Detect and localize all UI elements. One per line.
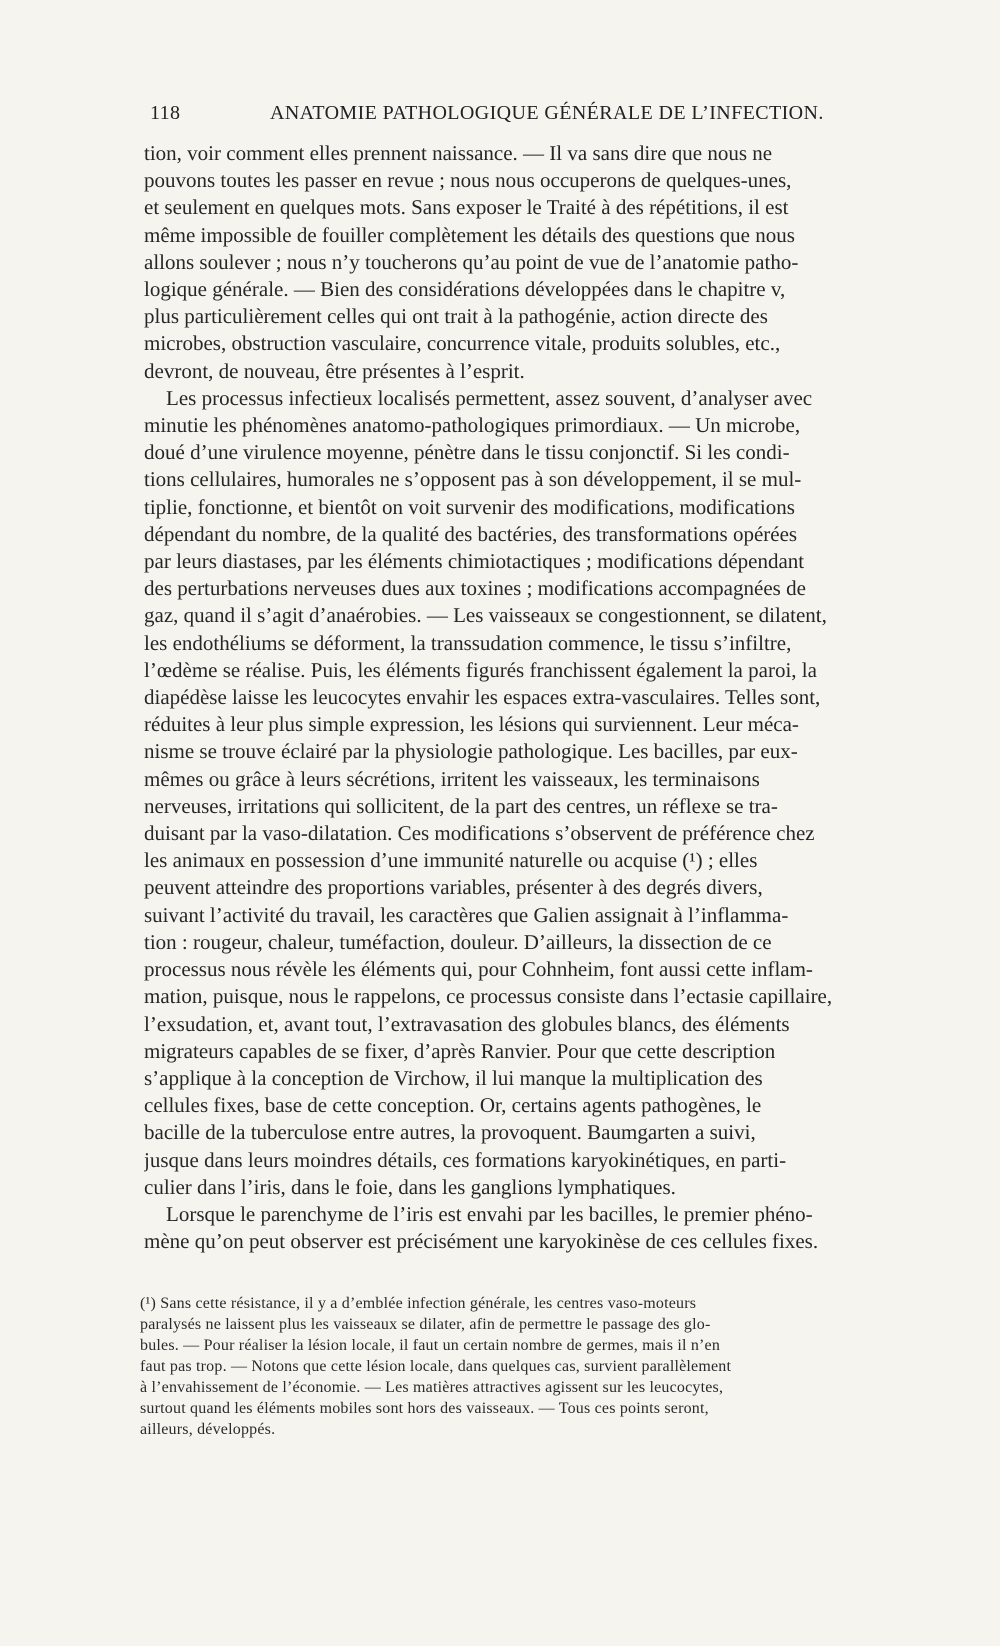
body-line: migrateurs capables de se fixer, d’après Ranvier. Pour que cette description xyxy=(144,1038,776,1063)
body-line: logique générale. — Bien des considérations développées dans le chapitre v, xyxy=(144,277,786,302)
body-line: Les processus infectieux localisés permettent, assez souvent, d’analyser avec xyxy=(166,385,813,410)
page-number: 118 xyxy=(150,102,181,124)
body-line: et seulement en quelques mots. Sans exposer le Traité à des répétitions, il est xyxy=(144,195,789,220)
body-line: même impossible de fouiller complètement les détails des questions que nous xyxy=(144,222,795,247)
footnote-line: surtout quand les éléments mobiles sont hors des vaisseaux. — Tous ces points seront, xyxy=(140,1400,709,1417)
body-line: microbes, obstruction vasculaire, concurrence vitale, produits solubles, etc., xyxy=(144,331,781,356)
body-line: mêmes ou grâce à leurs sécrétions, irritent les vaisseaux, les terminaisons xyxy=(144,766,760,791)
body-line: plus particulièrement celles qui ont trait à la pathogénie, action directe des xyxy=(144,304,768,329)
body-line: mène qu’on peut observer est précisément une karyokinèse de ces cellules fixes. xyxy=(144,1229,819,1254)
body-line: processus nous révèle les éléments qui, pour Cohnheim, font aussi cette inflam- xyxy=(144,957,813,982)
running-title: ANATOMIE PATHOLOGIQUE GÉNÉRALE DE L’INFECTION. xyxy=(270,102,824,124)
body-line: l’exsudation, et, avant tout, l’extravasation des globules blancs, des éléments xyxy=(144,1011,790,1036)
body-line: l’œdème se réalise. Puis, les éléments figurés franchissent également la paroi, la xyxy=(144,657,817,682)
footnotes xyxy=(140,1293,952,1440)
body-line: des perturbations nerveuses dues aux toxines ; modifications accompagnées de xyxy=(144,576,806,601)
body-line: duisant par la vaso-dilatation. Ces modifications s’observent de préférence chez xyxy=(144,821,815,846)
body-line: minutie les phénomènes anatomo-pathologiques primordiaux. — Un microbe, xyxy=(144,413,801,438)
body-line: les endothéliums se déforment, la transsudation commence, le tissu s’infiltre, xyxy=(144,630,792,655)
body-line: cellules fixes, base de cette conception. Or, certains agents pathogènes, le xyxy=(144,1093,762,1118)
body-line: mation, puisque, nous le rappelons, ce processus consiste dans l’ectasie capillaire, xyxy=(144,984,833,1009)
body-line: diapédèse laisse les leucocytes envahir les espaces extra-vasculaires. Telles sont, xyxy=(144,685,821,710)
body-line: suivant l’activité du travail, les caractères que Galien assignait à l’inflamma- xyxy=(144,902,789,927)
footnote-line: bules. — Pour réaliser la lésion locale, il faut un certain nombre de germes, mais il n’en xyxy=(140,1337,721,1354)
body-line: tions cellulaires, humorales ne s’opposent pas à son développement, il se mul- xyxy=(144,467,802,492)
footnote-line: paralysés ne laissent plus les vaisseaux se dilater, afin de permettre le passage des glo- xyxy=(140,1316,711,1333)
body-line: jusque dans leurs moindres détails, ces formations karyokinétiques, en parti- xyxy=(144,1147,787,1172)
body-line: nisme se trouve éclairé par la physiologie pathologique. Les bacilles, par eux- xyxy=(144,739,798,764)
footnote-line: ailleurs, développés. xyxy=(140,1421,276,1438)
footnote-line: (¹) Sans cette résistance, il y a d’emblée infection générale, les centres vaso-moteurs xyxy=(140,1295,697,1312)
body-line: doué d’une virulence moyenne, pénètre dans le tissu conjonctif. Si les condi- xyxy=(144,440,790,465)
body-line: peuvent atteindre des proportions variables, présenter à des degrés divers, xyxy=(144,875,763,900)
body-line: devront, de nouveau, être présentes à l’esprit. xyxy=(144,358,525,383)
body-line: Lorsque le parenchyme de l’iris est envahi par les bacilles, le premier phéno- xyxy=(166,1201,813,1226)
footnote-line: à l’envahissement de l’économie. — Les matières attractives agissent sur les leucocytes, xyxy=(140,1379,724,1396)
body-line: par leurs diastases, par les éléments chimiotactiques ; modifications dépendant xyxy=(144,549,805,574)
body-line: tiplie, fonctionne, et bientôt on voit survenir des modifications, modifications xyxy=(144,494,795,519)
page-header xyxy=(150,102,840,132)
body-line: les animaux en possession d’une immunité naturelle ou acquise (¹) ; elles xyxy=(144,848,758,873)
body-text xyxy=(144,140,954,1255)
body-line: bacille de la tuberculose entre autres, la provoquent. Baumgarten a suivi, xyxy=(144,1120,756,1145)
body-line: gaz, quand il s’agit d’anaérobies. — Les vaisseaux se congestionnent, se dilatent, xyxy=(144,603,827,628)
body-line: pouvons toutes les passer en revue ; nous nous occuperons de quelques-unes, xyxy=(144,168,792,193)
body-line: nerveuses, irritations qui sollicitent, de la part des centres, un réflexe se tra- xyxy=(144,793,778,818)
body-line: tion, voir comment elles prennent naissance. — Il va sans dire que nous ne xyxy=(144,141,773,165)
body-line: culier dans l’iris, dans le foie, dans les ganglions lymphatiques. xyxy=(144,1174,676,1199)
body-line: dépendant du nombre, de la qualité des bactéries, des transformations opérées xyxy=(144,521,798,546)
footnote-line: faut pas trop. — Notons que cette lésion locale, dans quelques cas, survient parallèlement xyxy=(140,1358,732,1375)
body-line: tion : rougeur, chaleur, tuméfaction, douleur. D’ailleurs, la dissection de ce xyxy=(144,929,772,954)
body-line: s’applique à la conception de Virchow, il lui manque la multiplication des xyxy=(144,1065,763,1090)
body-line: réduites à leur plus simple expression, les lésions qui surviennent. Leur méca- xyxy=(144,712,799,737)
body-line: allons soulever ; nous n’y toucherons qu’au point de vue de l’anatomie patho- xyxy=(144,249,799,274)
